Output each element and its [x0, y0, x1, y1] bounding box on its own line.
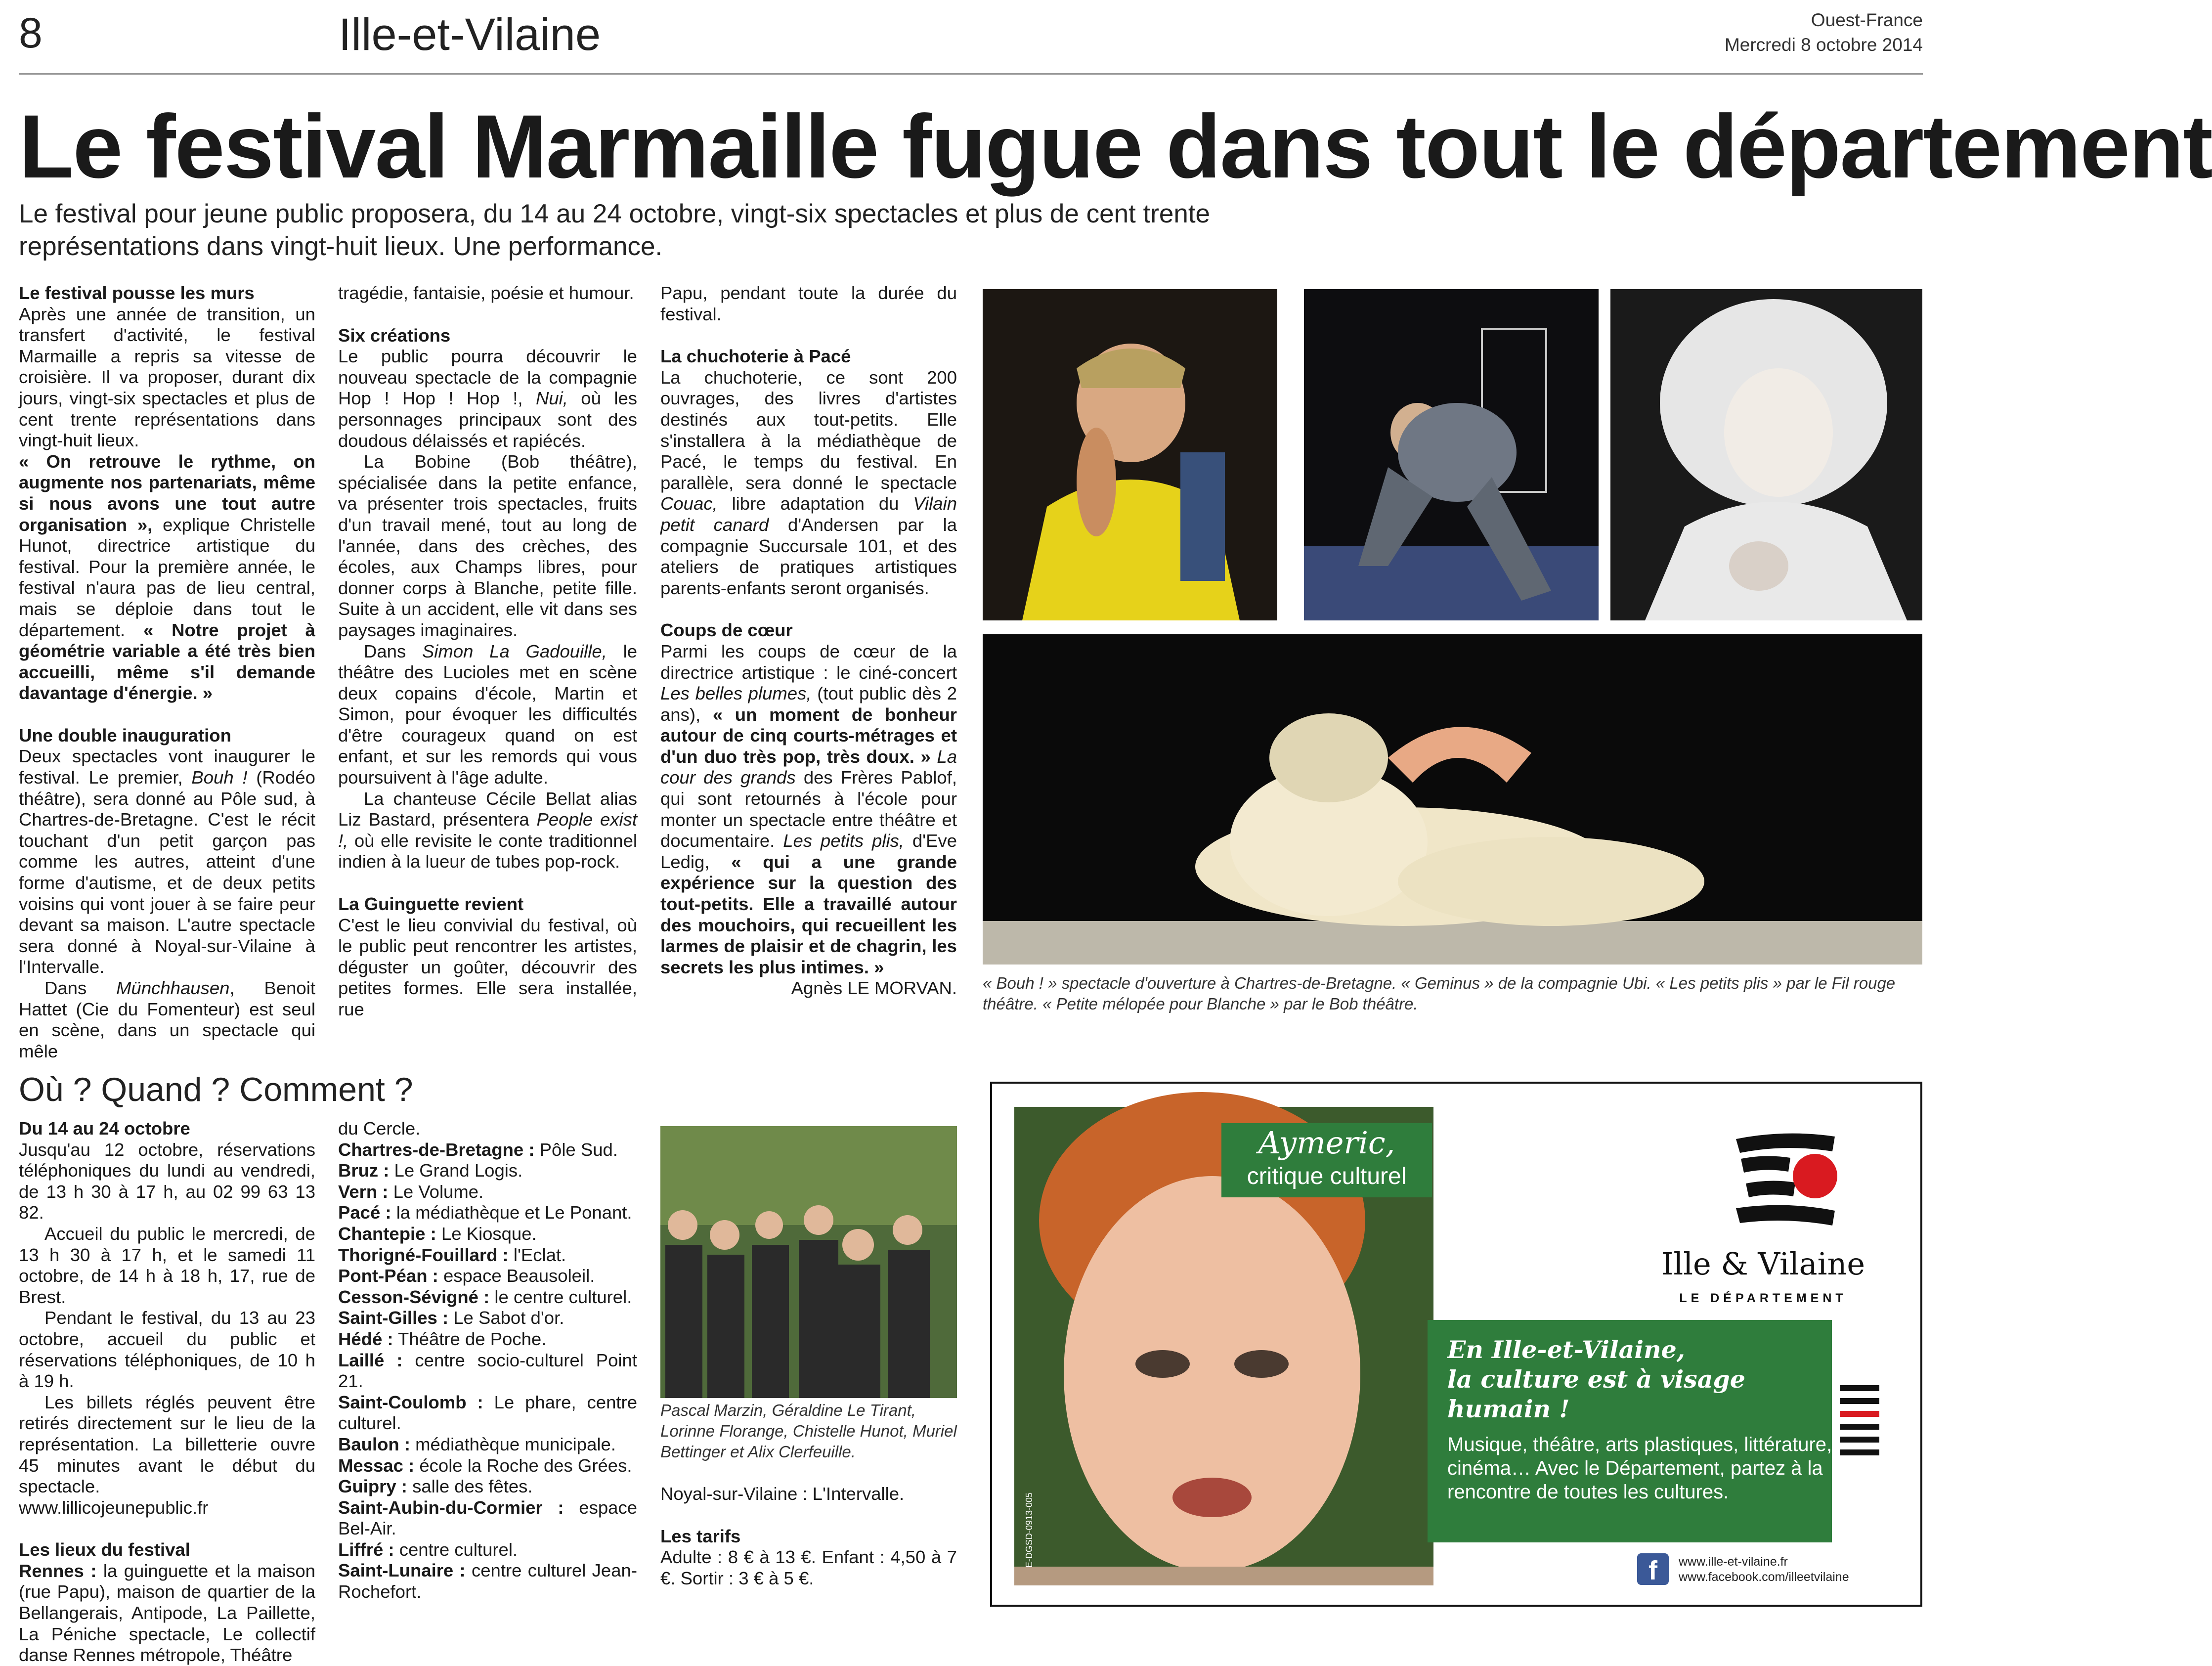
infobox-title: Où ? Quand ? Comment ?: [19, 1071, 413, 1108]
venue-item: [338, 1182, 637, 1203]
venue-item: [338, 1350, 637, 1392]
paragraph: Noyal-sur-Vilaine : L'Intervalle.: [660, 1484, 905, 1504]
stripe: [1840, 1424, 1879, 1430]
paragraph: [338, 346, 637, 451]
subhead: Le festival pousse les murs: [19, 283, 255, 303]
paragraph: La Bobine (Bob théâtre), spécialisée dans la petite enfance, va présenter trois spectacles, fruits d'un travail mené, tout au long de l'année, dans des crèches, des écoles, aux Champs libres, pour donner corps à Blanche, petite fille. Suite à un accident, elle vit dans ses paysages imaginaires.: [338, 451, 637, 640]
venue-city: Guipry :: [338, 1476, 407, 1497]
venue-list: [338, 1140, 637, 1603]
paragraph: [19, 746, 315, 978]
show-title: Bouh !: [191, 767, 248, 788]
venue-place: espace Bel-Air.: [338, 1497, 637, 1539]
paragraph: [19, 1561, 315, 1666]
venue-city: Chantepie :: [338, 1223, 436, 1244]
venue-city: Laillé :: [338, 1350, 403, 1370]
venue-item: [338, 1202, 637, 1224]
venue-city: Cesson-Sévigné :: [338, 1286, 490, 1307]
venue-item: [338, 1560, 637, 1602]
paragraph: Jusqu'au 12 octobre, réservations téléphoniques du lundi au vendredi, de 13 h 30 à 17 h, au 02 99 63 13 82.: [19, 1139, 315, 1223]
infobox-column-3: [660, 1400, 957, 1589]
stripe: [1840, 1449, 1879, 1455]
venue-place: Théâtre de Poche.: [393, 1328, 547, 1349]
show-title: Nui,: [535, 388, 568, 409]
photo-petite-melopee: [983, 634, 1922, 965]
article-column-1: [19, 283, 315, 1062]
subhead: Six créations: [338, 325, 451, 346]
venue-city: Messac :: [338, 1455, 415, 1476]
photo-caption: « Bouh ! » spectacle d'ouverture à Chartres-de-Bretagne. « Geminus » de la compagnie Ubi. « Les petits plis » par le Fil rouge théâtre. « Petite mélopée pour Blanche » par le Bob théâtre.: [983, 974, 1896, 1013]
subhead: Les tarifs: [660, 1526, 741, 1546]
venue-city: Saint-Gilles :: [338, 1308, 449, 1328]
text: Le public pourra découvrir le nouveau spectacle de la compagnie Hop ! Hop ! Hop !,: [338, 346, 637, 409]
quote: « Notre projet à géométrie variable a été très bien accueilli, même s'il demande davantage d'énergie. »: [19, 619, 315, 703]
show-title: Münchhausen: [116, 978, 230, 998]
quote: « un moment de bonheur autour de cinq courts-métrages et d'un duo très pop, très doux. »: [660, 704, 957, 767]
venue-place: la médiathèque et Le Ponant.: [391, 1202, 632, 1223]
paragraph: Pendant le festival, du 13 au 23 octobre, accueil du public et réservations téléphoniques, de 10 h à 19 h.: [19, 1308, 315, 1392]
photo-team: [660, 1126, 957, 1398]
text: d'Andersen par la compagnie Succursale 101, et des ateliers de pratiques artistiques parents-enfants seront organisés.: [660, 514, 957, 598]
text: où elle revisite le conte traditionnel indien à la lueur de tubes pop-rock.: [338, 830, 637, 872]
text: La chanteuse Cécile Bellat alias Liz Bastard, présentera: [338, 788, 637, 830]
venue-place: centre socio-culturel Point 21.: [338, 1350, 637, 1392]
subhead: Coups de cœur: [660, 620, 793, 641]
header-rule: [19, 73, 1923, 75]
ad-name: Aymeric,: [1258, 1125, 1395, 1161]
website-link[interactable]: www.lillicojeunepublic.fr: [19, 1497, 209, 1518]
text: la guinguette et la maison (rue Papu), maison de quartier de la Bellangerais, Antipode, La Paillette, La Péniche spectacle, Le collectif danse Rennes métropole, Théâtre: [19, 1560, 315, 1666]
team-caption: Pascal Marzin, Géraldine Le Tirant, Lorinne Florange, Chistelle Hunot, Muriel Bettinger et Alix Clerfeuille.: [660, 1401, 957, 1461]
article-column-2: [338, 283, 637, 1020]
stripe: [1840, 1398, 1879, 1404]
infobox-column-2: [338, 1118, 637, 1603]
subhead: La Guinguette revient: [338, 894, 524, 915]
ad-brand-sub: LE DÉPARTEMENT: [1679, 1291, 1847, 1305]
venue-city: Bruz :: [338, 1160, 390, 1181]
article-column-3: [660, 283, 957, 999]
venue-item: [338, 1287, 637, 1308]
text: d'Eve Ledig,: [660, 831, 957, 872]
photo-geminus: [1304, 289, 1599, 620]
paragraph: [338, 789, 637, 873]
section-rubric: Ille-et-Vilaine: [339, 9, 601, 60]
venue-item: [338, 1329, 637, 1350]
venue-item: [338, 1392, 637, 1434]
venue-item: [338, 1245, 637, 1266]
venue-item: [338, 1497, 637, 1539]
venue-place: centre culturel.: [394, 1539, 518, 1560]
venue-item: [338, 1224, 637, 1245]
venue-item: [338, 1140, 637, 1161]
venue-city: Hédé :: [338, 1328, 393, 1349]
text: (Rodéo théâtre), sera donné au Pôle sud, à Chartres-de-Bretagne. C'est le récit touchant d'un petit garçon pas comme les autres, atteint d'une forme d'autisme, et de deux petits voisins qui vont jouer à se faire peur devant sa maison. L'autre spectacle sera donné à Noyal-sur-Vilaine à l'Intervalle.: [19, 767, 315, 977]
stripe: [1840, 1437, 1879, 1443]
text: le théâtre des Lucioles met en scène deux copains d'école, Martin et Simon, pour évoquer les difficultés d'être courageux quand on est enfant, et sur les remords qui vous poursuivent à l'âge adulte.: [338, 641, 637, 788]
infobox-column-1: [19, 1118, 315, 1666]
show-title: La cour des grands: [660, 746, 957, 788]
show-title: Simon La Gadouille,: [422, 641, 607, 661]
text: Parmi les coups de cœur de la directrice artistique : le ciné-concert: [660, 641, 957, 683]
paragraph: C'est le lieu convivial du festival, où le public peut rencontrer les artistes, déguster un goûter, découvrir des petites formes. Elle sera installée, rue: [338, 915, 637, 1019]
text: des Frères Pablof, qui sont retournés à l'école pour monter un spectacle entre théâtre et documentaire.: [660, 767, 957, 851]
text: explique Christelle Hunot, directrice artistique du festival. Pour la première année, le festival n'aura pas de lieu central, mais se déploie dans tout le département.: [19, 514, 315, 640]
venue-item: [338, 1539, 637, 1561]
show-title: Couac,: [660, 493, 718, 514]
show-title: Les petits plis,: [783, 831, 904, 851]
ad-brand: Ille & Vilaine: [1661, 1246, 1865, 1282]
paragraph: Papu, pendant toute la durée du festival.: [660, 283, 957, 324]
paragraph: Adulte : 8 € à 13 €. Enfant : 4,50 à 7 €. Sortir : 3 € à 5 €.: [660, 1547, 957, 1588]
issue-date: Mercredi 8 octobre 2014: [1724, 35, 1923, 55]
venue-city: Pacé :: [338, 1202, 391, 1223]
stripe: [1840, 1411, 1879, 1417]
subhead: Du 14 au 24 octobre: [19, 1118, 190, 1139]
venue-place: centre culturel Jean-Rochefort.: [338, 1560, 637, 1602]
text: La chuchoterie, ce sont 200 ouvrages, des livres d'artistes destinés aux tout-petits. Elle s'installera à la médiathèque de Pacé, le temps du festival. En parallèle, sera donné le spectacle: [660, 367, 957, 493]
show-title: Les belles plumes,: [660, 683, 812, 704]
ad-url-facebook[interactable]: www.facebook.com/illeetvilaine: [1679, 1570, 1849, 1584]
facebook-icon[interactable]: f: [1637, 1553, 1669, 1585]
paragraph: Après une année de transition, un transfert d'activité, le festival Marmaille a repris sa vitesse de croisière. Il va proposer, durant dix jours, vingt-six spectacles et plus de cent trente représentations dans vingt-huit lieux.: [19, 304, 315, 451]
venue-city: Saint-Coulomb :: [338, 1392, 483, 1412]
venue-city: Pont-Péan :: [338, 1266, 438, 1286]
text: Deux spectacles vont inaugurer le festival. Le premier,: [19, 746, 315, 788]
photo-petits-plis: [1610, 289, 1922, 620]
venue-city: Baulon :: [338, 1434, 410, 1454]
text: , Benoit Hattet (Cie du Fomenteur) est seul en scène, dans un spectacle qui mêle: [19, 978, 315, 1061]
text: où les personnages principaux sont des doudous délaissés et rapiécés.: [338, 388, 637, 451]
paragraph: [19, 978, 315, 1062]
ille-vilaine-logo: [1731, 1129, 1845, 1228]
venue-item: [338, 1160, 637, 1182]
venue-place: le centre culturel.: [489, 1286, 632, 1307]
subhead: Les lieux du festival: [19, 1539, 190, 1560]
show-title: Vilain petit canard: [660, 493, 957, 535]
ad-role: critique culturel: [1247, 1163, 1407, 1189]
venue-place: Le Kiosque.: [436, 1223, 537, 1244]
text: Dans: [364, 641, 422, 661]
venue-place: Pôle Sud.: [534, 1139, 618, 1160]
venue-item: [338, 1455, 637, 1477]
venue-item: [338, 1266, 637, 1287]
venue-place: espace Beausoleil.: [438, 1266, 595, 1286]
standfirst: Le festival pour jeune public proposera, du 14 au 24 octobre, vingt-six spectacles et plus de cent trente représentations dans vingt-huit lieux. Une performance.: [19, 199, 1211, 261]
ad-slogan-line2: la culture est à visage humain !: [1447, 1365, 1745, 1423]
page-number: 8: [19, 9, 43, 57]
ad-body: Musique, théâtre, arts plastiques, littérature, cinéma… Avec le Département, partez à la rencontre de toutes les cultures.: [1447, 1434, 1832, 1503]
text: libre adaptation du: [717, 493, 913, 514]
venue-city: Thorigné-Fouillard :: [338, 1244, 509, 1265]
venue-city: Saint-Aubin-du-Cormier :: [338, 1497, 564, 1518]
venue-item: [338, 1434, 637, 1455]
venue-place: Le Grand Logis.: [389, 1160, 523, 1181]
text: Dans: [44, 978, 117, 998]
paragraph: du Cercle.: [338, 1118, 421, 1139]
headline: Le festival Marmaille fugue dans tout le département: [19, 96, 2212, 197]
ad-slogan-panel: [1428, 1320, 1832, 1542]
subhead: Une double inauguration: [19, 725, 231, 745]
show-title: People exist !,: [338, 809, 638, 851]
paragraph: Les billets réglés peuvent être retirés directement sur le lieu de la représentation. La billetterie ouvre 45 minutes avant le début du spectacle.: [19, 1392, 315, 1497]
photo-bouh: [983, 289, 1277, 620]
venue-item: [338, 1308, 637, 1329]
quote: « qui a une grande expérience sur la question des tout-petits. Elle a travaillé autour des mouchoirs, qui recueillent les larmes de plaisir et de chagrin, les secrets les plus intimes. »: [660, 851, 957, 977]
subhead: La chuchoterie à Pacé: [660, 346, 851, 367]
venue-city: Saint-Lunaire :: [338, 1560, 466, 1581]
paragraph: [19, 451, 315, 704]
venue-place: Le Volume.: [388, 1181, 484, 1202]
venue-city: Vern :: [338, 1181, 389, 1202]
quote: « On retrouve le rythme, on augmente nos partenariats, même si nous avons une tout autre organisation »,: [19, 451, 315, 535]
ad-stripes: [1840, 1385, 1879, 1455]
paragraph: Accueil du public le mercredi, de 13 h 30 à 17 h, et le samedi 11 octobre, de 14 h à 18 h, 17, rue de Brest.: [19, 1223, 315, 1307]
venue-place: école la Roche des Grées.: [414, 1455, 632, 1476]
ad-slogan-line1: En Ille-et-Vilaine,: [1447, 1335, 1685, 1364]
paragraph: [660, 641, 957, 978]
ad-url-website[interactable]: www.ille-et-vilaine.fr: [1679, 1555, 1788, 1569]
ad-code: E-DGSD-0913-005: [1024, 1492, 1034, 1568]
paragraph: tragédie, fantaisie, poésie et humour.: [338, 283, 634, 303]
text: (tout public dès 2 ans),: [660, 683, 957, 725]
venue-city: Liffré :: [338, 1539, 394, 1560]
ad-urls: [1679, 1554, 1849, 1585]
venue-city: Chartres-de-Bretagne :: [338, 1139, 535, 1160]
paragraph: [660, 367, 957, 599]
advertisement: [990, 1082, 1922, 1607]
venue-item: [338, 1476, 637, 1497]
venue-place: salle des fêtes.: [407, 1476, 533, 1497]
venue-place: médiathèque municipale.: [410, 1434, 616, 1454]
venue-place: Le phare, centre culturel.: [338, 1392, 637, 1434]
byline: Agnès LE MORVAN.: [791, 978, 957, 999]
city: Rennes :: [19, 1560, 97, 1581]
newspaper-name: Ouest-France: [1811, 10, 1923, 30]
ad-name-banner: [1221, 1123, 1432, 1197]
venue-place: Le Sabot d'or.: [448, 1308, 564, 1328]
paragraph: [338, 641, 637, 789]
stripe: [1840, 1385, 1879, 1391]
venue-place: l'Eclat.: [508, 1244, 566, 1265]
